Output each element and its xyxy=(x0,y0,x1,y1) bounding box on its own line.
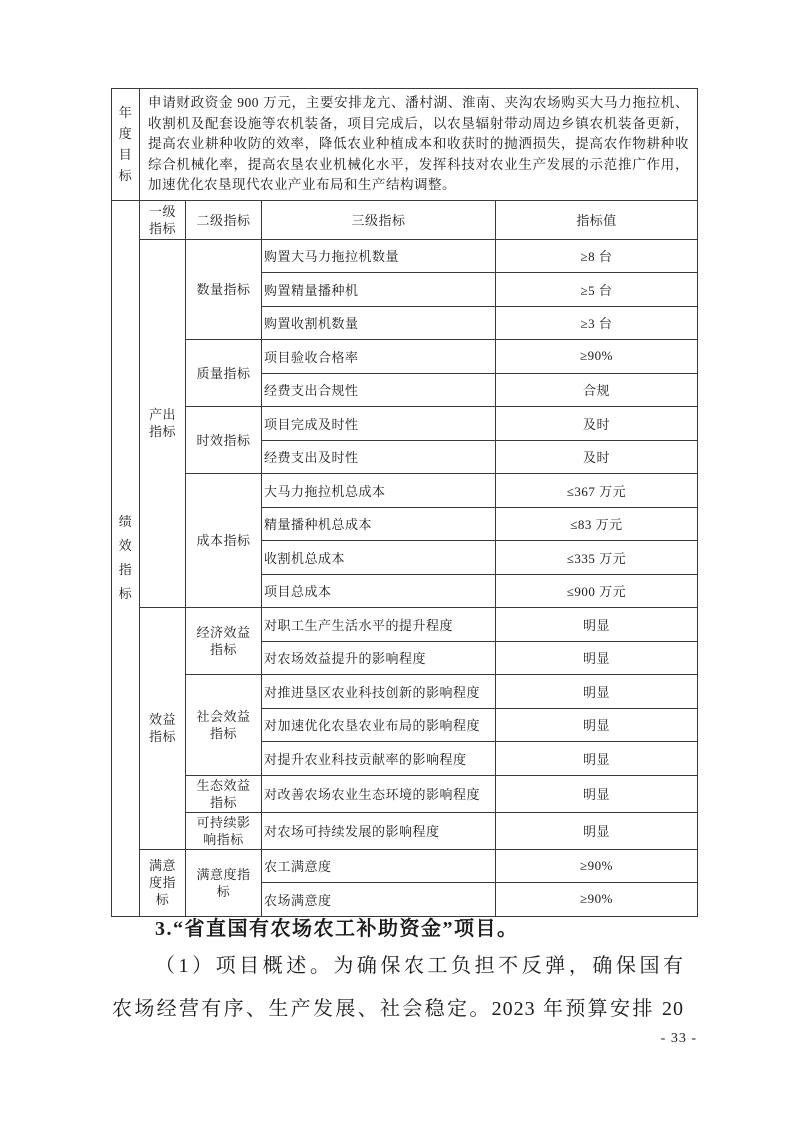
level2-satisfaction-cell: 满意度指标 xyxy=(186,849,262,916)
indicator-value: 明显 xyxy=(496,708,698,742)
performance-indicator-table xyxy=(111,88,698,917)
indicator-value: ≤367 万元 xyxy=(496,474,698,508)
header-level1: 一级指标 xyxy=(140,200,186,239)
annual-goal-text: 申请财政资金 900 万元，主要安排龙亢、潘村湖、淮南、夹沟农场购买大马力拖拉机、收割机及配套设施等农机装备，项目完成后，以农垦辐射带动周边乡镇农机装备更新，提高农业耕种收防的效率，降低农业种植成本和收获时的抛洒损失，提高农作物耕种收综合机械化率，提高农垦农业机械化水平，发挥科技对农业生产发展的示范推广作用，加速优化农垦现代农业产业布局和生产结构调整。 xyxy=(148,95,689,192)
level2-quality-cell: 质量指标 xyxy=(186,340,262,407)
table-row xyxy=(112,239,698,273)
level2-sustainable-cell: 可持续影响指标 xyxy=(186,812,262,849)
table-row xyxy=(112,675,698,709)
table-header-row xyxy=(112,200,698,239)
indicator-value: ≤335 万元 xyxy=(496,541,698,575)
indicator-value: 及时 xyxy=(496,440,698,474)
table-row xyxy=(112,849,698,883)
level2-quantity-cell: 数量指标 xyxy=(186,239,262,340)
table-row xyxy=(112,775,698,812)
section-3 xyxy=(112,913,684,1030)
paragraph-line: 农场经营有序、生产发展、社会稳定。2023 年预算安排 20 xyxy=(112,997,684,1020)
indicator-name: 对提升农业科技贡献率的影响程度 xyxy=(262,742,496,776)
level2-social-cell: 社会效益指标 xyxy=(186,675,262,776)
indicator-name: 经费支出及时性 xyxy=(262,440,496,474)
table-row xyxy=(112,474,698,508)
indicator-value: 明显 xyxy=(496,608,698,642)
indicator-name: 对推进垦区农业科技创新的影响程度 xyxy=(262,675,496,709)
level2-timeliness-cell: 时效指标 xyxy=(186,407,262,474)
indicator-value: ≥3 台 xyxy=(496,306,698,340)
table-row xyxy=(112,340,698,374)
indicator-value: 明显 xyxy=(496,641,698,675)
indicator-name: 农场满意度 xyxy=(262,883,496,917)
header-value: 指标值 xyxy=(496,200,698,239)
indicator-value: 明显 xyxy=(496,675,698,709)
table-row xyxy=(112,812,698,849)
indicator-value: ≤83 万元 xyxy=(496,507,698,541)
indicator-name: 购置精量播种机 xyxy=(262,273,496,307)
indicator-name: 精量播种机总成本 xyxy=(262,507,496,541)
indicator-name: 对加速优化农垦农业布局的影响程度 xyxy=(262,708,496,742)
indicator-name: 项目总成本 xyxy=(262,574,496,608)
indicator-name: 购置大马力拖拉机数量 xyxy=(262,239,496,273)
indicator-value: 明显 xyxy=(496,742,698,776)
header-level3: 三级指标 xyxy=(262,200,496,239)
header-level2: 二级指标 xyxy=(186,200,262,239)
indicator-value: ≥90% xyxy=(496,340,698,374)
level1-satisfaction-cell: 满意度指标 xyxy=(140,849,186,916)
performance-label-cell xyxy=(112,200,140,916)
indicator-name: 购置收割机数量 xyxy=(262,306,496,340)
performance-label: 绩效指标 xyxy=(118,514,133,601)
indicator-value: ≤900 万元 xyxy=(496,574,698,608)
indicator-name: 对农场可持续发展的影响程度 xyxy=(262,812,496,849)
level1-benefit-cell: 效益指标 xyxy=(140,608,186,850)
indicator-value: 及时 xyxy=(496,407,698,441)
level2-cost-cell: 成本指标 xyxy=(186,474,262,608)
page-number: - 33 - xyxy=(660,1031,697,1046)
indicator-name: 收割机总成本 xyxy=(262,541,496,575)
indicator-value: 明显 xyxy=(496,775,698,812)
indicator-value: ≥8 台 xyxy=(496,239,698,273)
table-row xyxy=(112,89,698,201)
indicator-name: 大马力拖拉机总成本 xyxy=(262,474,496,508)
indicator-name: 项目完成及时性 xyxy=(262,407,496,441)
indicator-value: ≥5 台 xyxy=(496,273,698,307)
annual-goal-label: 年度目标 xyxy=(118,105,133,184)
indicator-name: 对改善农场农业生态环境的影响程度 xyxy=(262,775,496,812)
annual-goal-text-cell xyxy=(140,89,698,201)
annual-goal-label-cell xyxy=(112,89,140,201)
section-heading: 3.“省直国有农场农工补助资金”项目。 xyxy=(155,918,519,940)
indicator-name: 项目验收合格率 xyxy=(262,340,496,374)
level1-output-cell: 产出指标 xyxy=(140,239,186,608)
indicator-value: 合规 xyxy=(496,373,698,407)
indicator-name: 对农场效益提升的影响程度 xyxy=(262,641,496,675)
indicator-name: 经费支出合规性 xyxy=(262,373,496,407)
paragraph-line: （1）项目概述。为确保农工负担不反弹，确保国有 xyxy=(155,955,684,977)
indicator-name: 农工满意度 xyxy=(262,849,496,883)
indicator-name: 对职工生产生活水平的提升程度 xyxy=(262,608,496,642)
table-row xyxy=(112,407,698,441)
level2-economic-cell: 经济效益指标 xyxy=(186,608,262,675)
indicator-value: ≥90% xyxy=(496,849,698,883)
indicator-value: 明显 xyxy=(496,812,698,849)
level2-ecological-cell: 生态效益指标 xyxy=(186,775,262,812)
table-row xyxy=(112,608,698,642)
indicator-value: ≥90% xyxy=(496,883,698,917)
